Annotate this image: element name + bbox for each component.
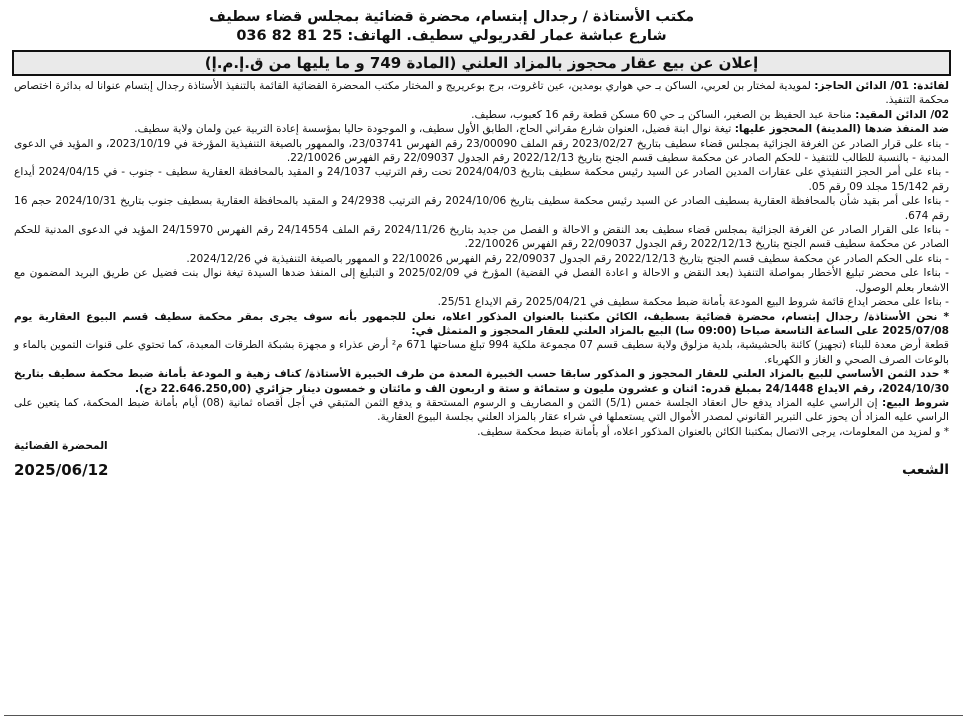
notice-header — [10, 8, 893, 46]
paragraph-basis-1: - بناء على قرار الصادر عن الغرفة الجزائية بمجلس قضاء سطيف بتاريخ 2023/02/27 رقم الملف 23/00090 رقم الفهرس 23/03741، والممهور بالصيغة التنفيذية المؤرخة في 2023/10/19، و المؤيد في الدعوى المدنية - بالنسبة للطالب للتنفيذ - للحكم الصادر عن محكمة سطيف قسم الجنح بتاريخ 2022/12/13 رقم الجدول 22/09037 رقم الفهرس 22/10026. — [14, 137, 950, 165]
paragraph-basis-2: - بناء على أمر الحجز التنفيذي على عقارات المدين الصادر عن السيد رئيس محكمة سطيف بتاريخ 2024/04/03 تحت رقم الترتيب 24/1037 و المقيد بالمحافظة العقارية سطيف - جنوب - في 2024/04/15 أيداع رقم 15/142 مجلد 09 رقم 05. — [14, 166, 950, 193]
office-address: شارع عباشة عمار لقدريولي سطيف. الهاتف: 25 81 82 036 — [236, 28, 667, 44]
bottom-rule — [4, 715, 963, 716]
paragraph-base-price: * حدد الثمن الأساسي للبيع بالمزاد العلني للعقار المحجوز و المذكور سابقا حسب الخبيرة المعدة من طرف الخبيرة الأستاذة/ كناف زهية و المودعة بأمانة ضبط محكمة سطيف بتاريخ 2024/10/30، رقم الايداع 24/1448 بمبلغ قدره: اثنان و عشرون مليون و ستمائة و ستة و اربعون الف و مائتان و خمسون دينار جزائري (22.646.250,00 دج). — [14, 368, 949, 395]
paragraph-creditor: لفائدة: 01/ الدائن الحاجز: لمويدية لمختار بن لعربي، الساكن بـ حي هواري بومدين، عين تاغروت، برج بوعريريج و المختار مكتب المحضرة القضائية القائمة بالتنفيذ الأستاذة رجدال إبتسام عنوانا له بدائرة اختصاص محكمة التنفيذ. — [14, 80, 950, 107]
paragraph-basis-6: - بناءا على محضر تبليغ الأخطار بمواصلة التنفيذ (بعد النقض و الاحالة و اعادة الفصل في القضية) المؤرخ في 2025/02/09 و التبليغ إلى المنفذ ضدها السيدة تيغة نوال بنت فضيل عن طريق البريد المضمون مع الاشعار بعلم الوصول. — [14, 267, 949, 294]
notice-body — [10, 79, 953, 425]
paragraph-debtor: ضد المنفذ ضدها (المدينة) المحجوز عليها: تيغة نوال ابنة فضيل، العنوان شارع مقراني الحاج، الطابق الأول سطيف، و الموجودة حاليا بمؤسسة إعادة التربية عين ولمان ولاية سطيف. — [134, 123, 949, 136]
notice-title: إعلان عن بيع عقار محجوز بالمزاد العلني (المادة 749 و ما يليها من ق.إ.م.إ) — [12, 50, 951, 76]
paragraph-property-description: قطعة أرض معدة للبناء (تجهيز) كائنة بالحشيشية، بلدية مزلوق ولاية سطيف قسم 07 مجموعة ملكية 994 تبلغ مساحتها 671 م² أرض عذراء و مجهزة بشبكة الطرقات المعبدة، كما تحتوي على قنوات التموين بالماء و بالوعات الصرف الصحي و الغاز و الكهرباء. — [14, 339, 949, 366]
paragraph-basis-4: - بناءا على القرار الصادر عن الغرفة الجزائية بمجلس قضاء سطيف بعد النقض و الاحالة و الفصل من جديد بتاريخ 2024/11/26 رقم الملف 24/14554 رقم الفهرس 24/15970 المؤيد في الدعوى المدنية للحكم الصادر عن محكمة سطيف قسم الجنح بتاريخ 2022/12/13 رقم الجدول 22/09037 رقم الفهرس 22/10026. — [14, 224, 949, 251]
signature-row — [10, 439, 953, 453]
publication-line — [10, 453, 953, 479]
paragraph-basis-5: - بناء على الحكم الصادر عن محكمة سطيف قسم الجنح بتاريخ 2022/12/13 رقم الجدول 22/09037 رقم الفهرس 22/10026 و الممهور بالصيغة التنفيذية في 2024/12/26. — [186, 252, 949, 265]
paragraph-registered-creditor: 02/ الدائن المقيد: مناحة عبد الحفيظ بن الصغير، الساكن بـ حي 60 مسكن قطعة رقم 16 كعبوب، سطيف. — [471, 108, 949, 121]
paragraph-announcement: * نحن الأستاذة/ رجدال إبتسام، محضرة قضائية بسطيف، الكائن مكتبنا بالعنوان المذكور اعلاه، نعلن للجمهور بأنه سوف يجرى بمقر محكمة سطيف قسم البيوع العقارية يوم 2025/07/08 على الساعة التاسعة صباحا (09:00 سا) البيع بالمزاد العلني للعقار المحجوز و المتمثل في: — [14, 310, 949, 337]
paragraph-basis-7: - بناءا على محضر ايداع قائمة شروط البيع المودعة بأمانة ضبط محكمة سطيف في 2025/04/21 رقم الايداع 25/51. — [437, 296, 949, 309]
signature: المحضرة القضائية — [14, 439, 108, 452]
paragraph-sale-conditions: شروط البيع: إن الراسي عليه المزاد يدفع حال انعقاد الجلسة خمس (5/1) الثمن و المصاريف و الرسوم المستحقة و يدفع الثمن المتبقي في أجل أقصاه ثمانية (08) أيام بأمانة ضبط المحكمة، كما يتعين على الراسي عليه المزاد أن يحوز على التبرير القانوني لمصدر الأموال التي يستعملها في شراء عقار بالمزاد العلني بجلسة البيوع العقارية. — [14, 396, 949, 424]
notice-footer-row — [10, 425, 953, 439]
publication-date: 2025/06/12 — [14, 460, 109, 479]
paragraph-contact: * و لمزيد من المعلومات، يرجى الاتصال بمكتبنا الكائن بالعنوان المذكور اعلاه، أو بأمانة ضبط محكمة سطيف. — [477, 425, 949, 438]
newspaper-name: الشعب — [901, 461, 949, 478]
paragraph-basis-3: - بناءا على أمر بقيد شأن بالمحافظة العقارية بسطيف الصادر عن السيد رئيس محكمة سطيف بتاريخ 2024/10/06 رقم الترتيب 24/2938 و المقيد بالمحافظة العقارية بسطيف جنوب بتاريخ 2024/10/31 حجم 16 رقم 674. — [14, 195, 949, 222]
office-name: مكتب الأستاذة / رجدال إبتسام، محضرة قضائية بمجلس قضاء سطيف — [208, 9, 695, 25]
